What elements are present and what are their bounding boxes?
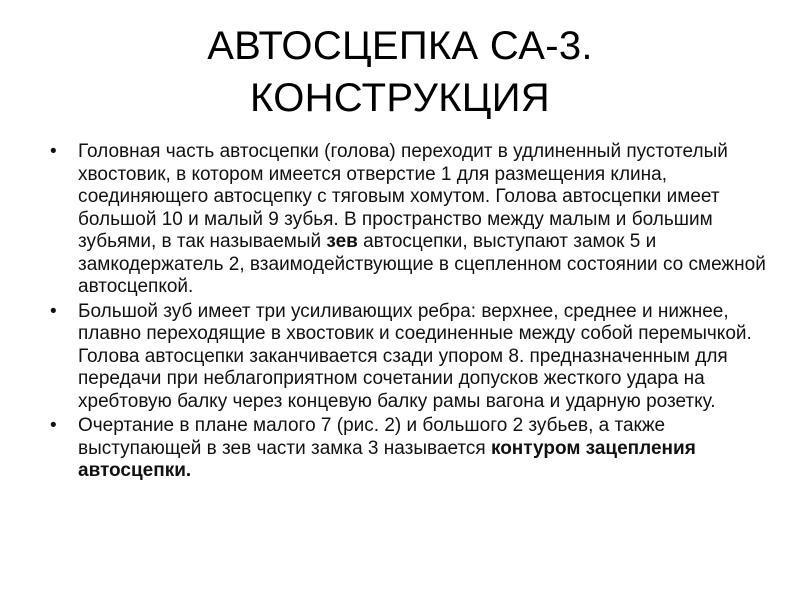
bullet-1-part-3: автосцепки, выступают замок 5 и замкодержатель 2, взаимодействующие в сцепленном состоянии со смежной автосцепкой. xyxy=(78,231,766,297)
bullet-marker-icon: • xyxy=(50,415,57,436)
slide-title-line-1: АВТОСЦЕПКА СА-3. xyxy=(207,24,593,68)
bullet-marker-icon: • xyxy=(50,300,57,322)
bullet-list xyxy=(50,141,770,483)
slide-title-line-2: КОНСТРУКЦИЯ xyxy=(250,76,550,120)
bullet-item-2 xyxy=(50,301,770,414)
bullet-text-3 xyxy=(78,415,696,481)
bullet-3-part-2: контуром зацепления автосцепки. xyxy=(78,437,696,481)
slide-title xyxy=(40,20,760,124)
bullet-3-part-1: Очертание в плане малого 7 (рис. 2) и большого 2 зубьев, а также выступающей в зев части замка 3 называется xyxy=(78,415,666,459)
slide-content xyxy=(50,141,770,485)
bullet-marker-icon: • xyxy=(50,141,57,162)
bullet-item-3 xyxy=(50,415,770,483)
bullet-text-1 xyxy=(78,141,766,297)
bullet-text-2 xyxy=(78,301,752,412)
bullet-2-part-1: Большой зуб имеет три усиливающих ребра: верхнее, среднее и нижнее, плавно переходящие в хвостовик и соединенные между собой перемычкой. Голова автосцепки заканчивается сзади упором 8. предназначенным для передачи при неблагоприятном сочетании допусков жесткого удара на хребтовую балку через концевую балку рамы вагона и ударную розетку. xyxy=(78,300,752,412)
bullet-item-1 xyxy=(50,141,770,299)
bullet-1-part-1: Головная часть автосцепки (голова) переходит в удлиненный пустотелый хвостовик, в котором имеется отверстие 1 для размещения клина, соединяющего автосцепку с тяговым хомутом. Голова автосцепки имеет большой 10 и малый 9 зубья. В пространство между малым и большим зубьями, в так называемый xyxy=(78,141,728,252)
bullet-1-part-2: зев xyxy=(326,231,358,252)
